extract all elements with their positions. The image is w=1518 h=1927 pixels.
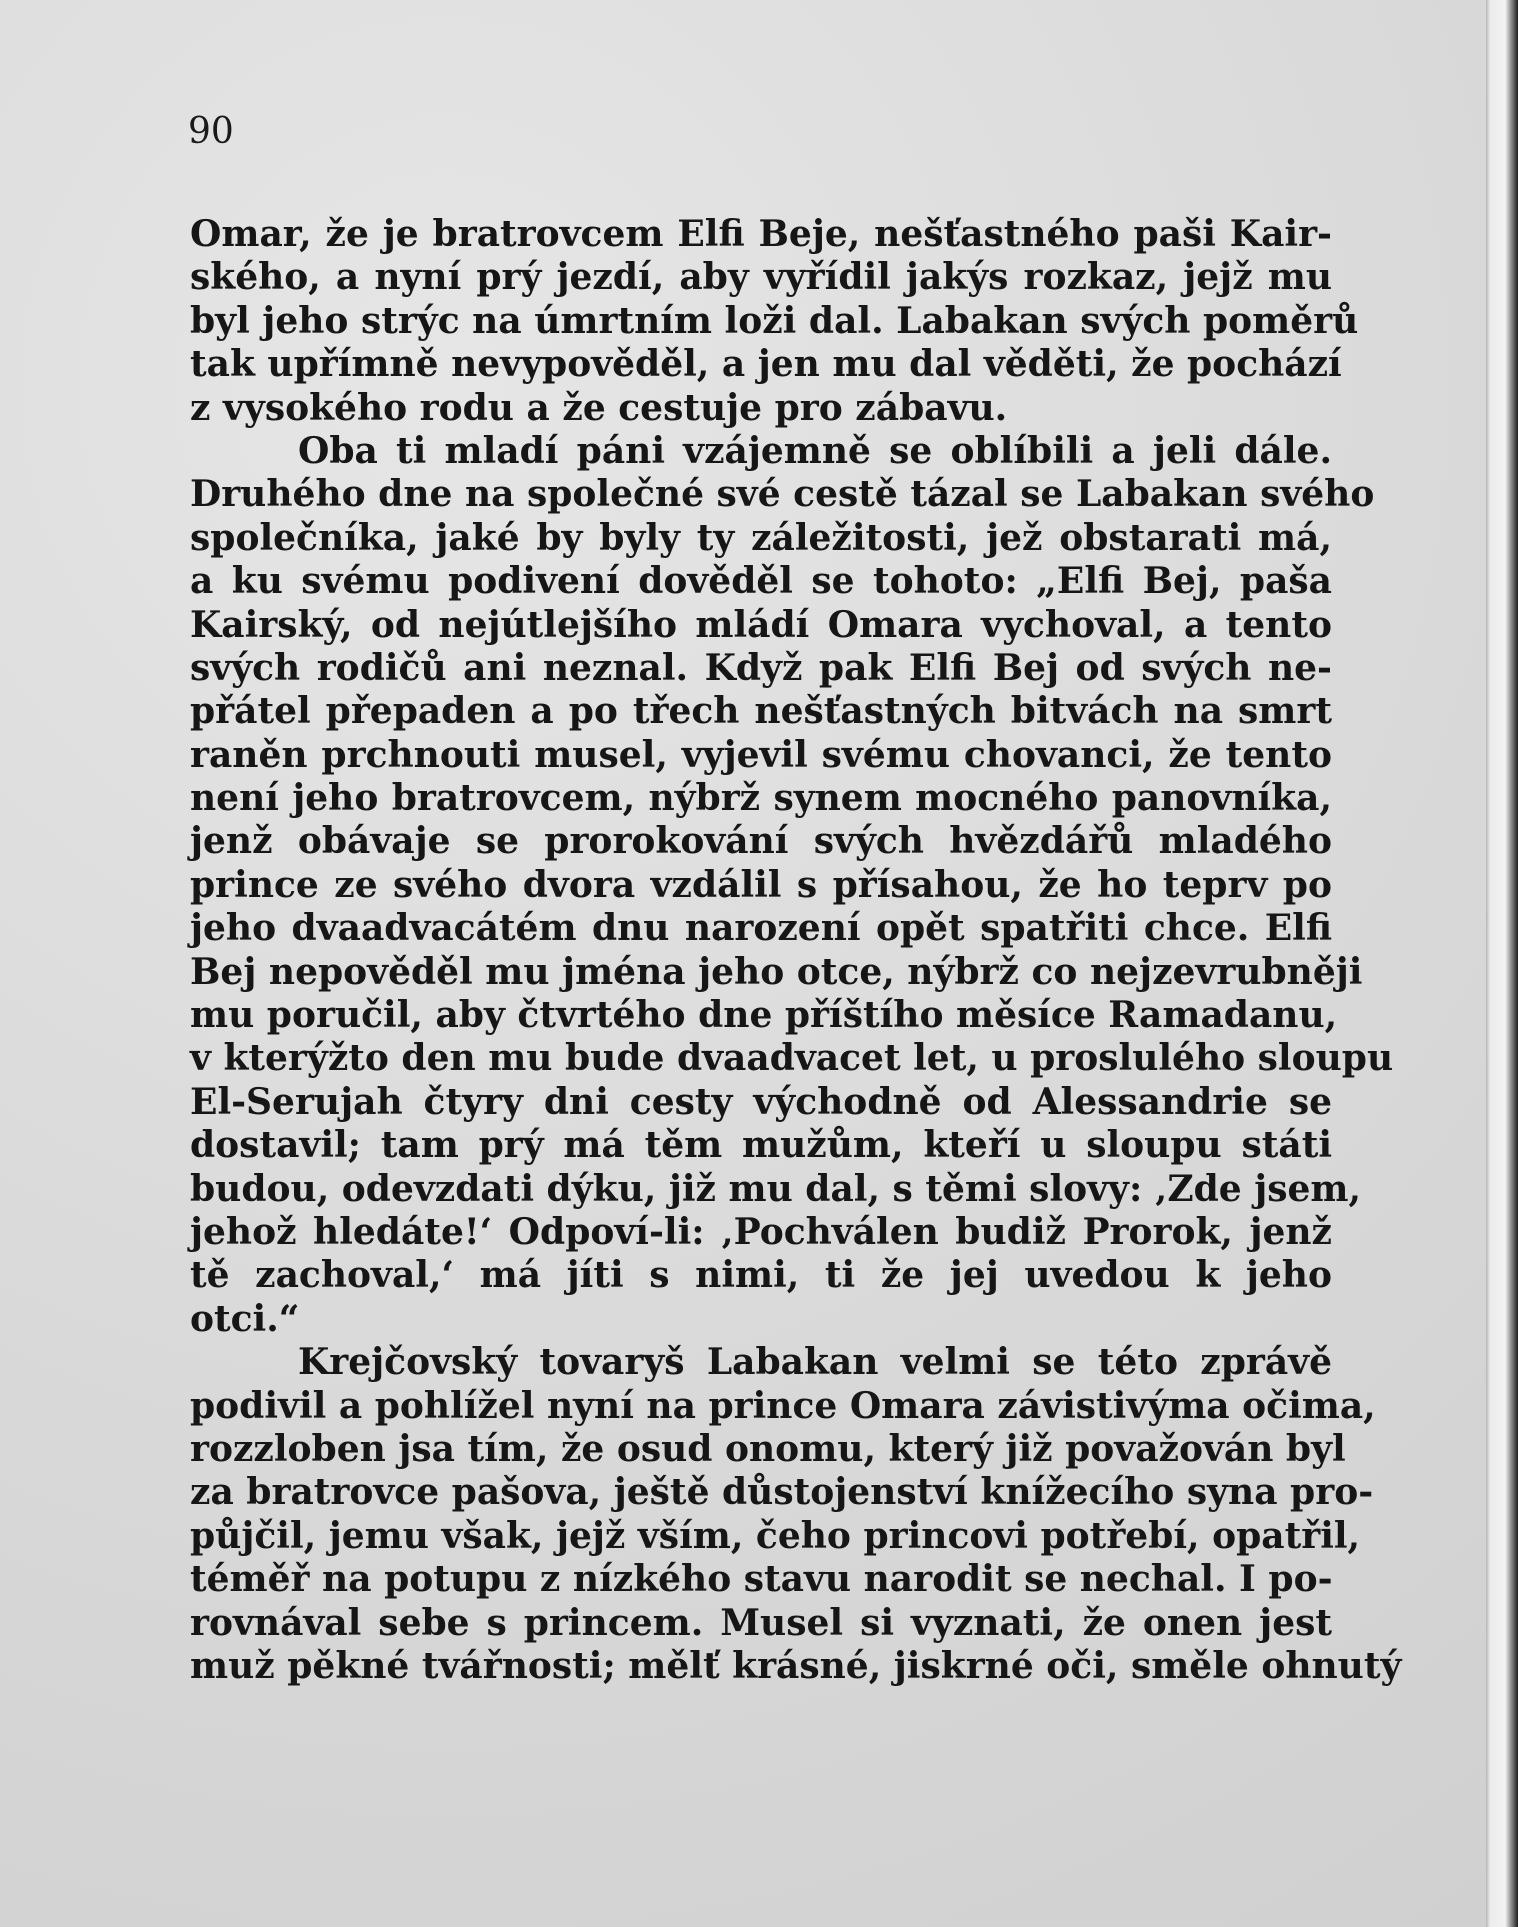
text-line: dostavil; tam prý má těm mužům, kteří u sloupu státi [190, 1124, 1332, 1167]
text-line: za bratrovce pašova, ještě důstojenství knížecího syna pro- [190, 1471, 1374, 1514]
text-line: otci.“ [190, 1297, 300, 1340]
text-line: muž pěkné tvářnosti; mělť krásné, jiskrné oči, směle ohnutý [190, 1644, 1402, 1687]
text-line: El-Serujah čtyry dni cesty východně od Alessandrie se [190, 1080, 1332, 1123]
paragraph [190, 213, 1359, 430]
text-line: z vysokého rodu a že cestuje pro zábavu. [190, 386, 1008, 429]
text-line: jehož hledáte!‘ Odpoví-li: ‚Pochválen budiž Prorok, jenž [190, 1210, 1332, 1253]
paragraph [190, 429, 1394, 1341]
text-line: přátel přepaden a po třech nešťastných bitvách na smrt [190, 690, 1332, 733]
text-line: raněn prchnouti musel, vyjevil svému chovanci, že tento [190, 733, 1332, 776]
body-text [190, 213, 1402, 1688]
text-line: ského, a nyní prý jezdí, aby vyřídil jakýs rozkaz, jejž mu [190, 256, 1332, 299]
text-line: byl jeho strýc na úmrtním loži dal. Labakan svých poměrů [190, 299, 1359, 342]
text-line: a ku svému podivení dověděl se tohoto: „Elfi Bej, paša [190, 560, 1332, 603]
page-edge [1486, 0, 1518, 1927]
text-line: tě zachoval,‘ má jíti s nimi, ti že jej uvedou k jeho [190, 1254, 1332, 1297]
text-line: budou, odevzdati dýku, již mu dal, s těmi slovy: ‚Zde jsem, [190, 1167, 1362, 1210]
paragraph [190, 1341, 1402, 1688]
text-line: mu poručil, aby čtvrtého dne příštího měsíce Ramadanu, [190, 994, 1338, 1037]
text-line: svých rodičů ani neznal. Když pak Elfi Bej od svých ne- [190, 646, 1332, 689]
text-line: půjčil, jemu však, jejž vším, čeho princovi potřebí, opatřil, [190, 1514, 1361, 1557]
text-line: není jeho bratrovcem, nýbrž synem mocného panovníka, [190, 777, 1332, 820]
text-line: v kterýžto den mu bude dvaadvacet let, u proslulého sloupu [190, 1037, 1394, 1080]
text-line: Oba ti mladí páni vzájemně se oblíbili a jeli dále. [298, 429, 1332, 472]
text-line: Bej nepověděl mu jména jeho otce, nýbrž co nejzevrubněji [190, 950, 1363, 993]
text-line: rozzloben jsa tím, že osud onomu, který již považován byl [190, 1427, 1346, 1470]
text-line: tak upřímně nevypověděl, a jen mu dal věděti, že pochází [190, 343, 1342, 386]
text-line: Krejčovský tovaryš Labakan velmi se této zprávě [298, 1341, 1332, 1384]
text-line: Omar, že je bratrovcem Elfi Beje, nešťastného paši Kair- [190, 213, 1332, 255]
text-line: jenž obávaje se prorokování svých hvězdářů mladého [190, 820, 1332, 863]
text-line: jeho dvaadvacátém dnu narození opět spatřiti chce. Elfi [190, 907, 1332, 950]
text-line: rovnával sebe s princem. Musel si vyznati, že onen jest [190, 1601, 1332, 1644]
text-line: Druhého dne na společné své cestě tázal se Labakan svého [190, 473, 1375, 516]
text-line: prince ze svého dvora vzdálil s přísahou, že ho teprv po [190, 863, 1332, 906]
text-line: téměř na potupu z nízkého stavu narodit se nechal. I po- [190, 1558, 1333, 1601]
text-line: Kairský, od nejútlejšího mládí Omara vychoval, a tento [190, 603, 1332, 646]
text-line: společníka, jaké by byly ty záležitosti, jež obstarati má, [190, 516, 1332, 559]
page-number: 90 [188, 111, 234, 152]
text-line: podivil a pohlížel nyní na prince Omara závistivýma očima, [190, 1384, 1376, 1427]
